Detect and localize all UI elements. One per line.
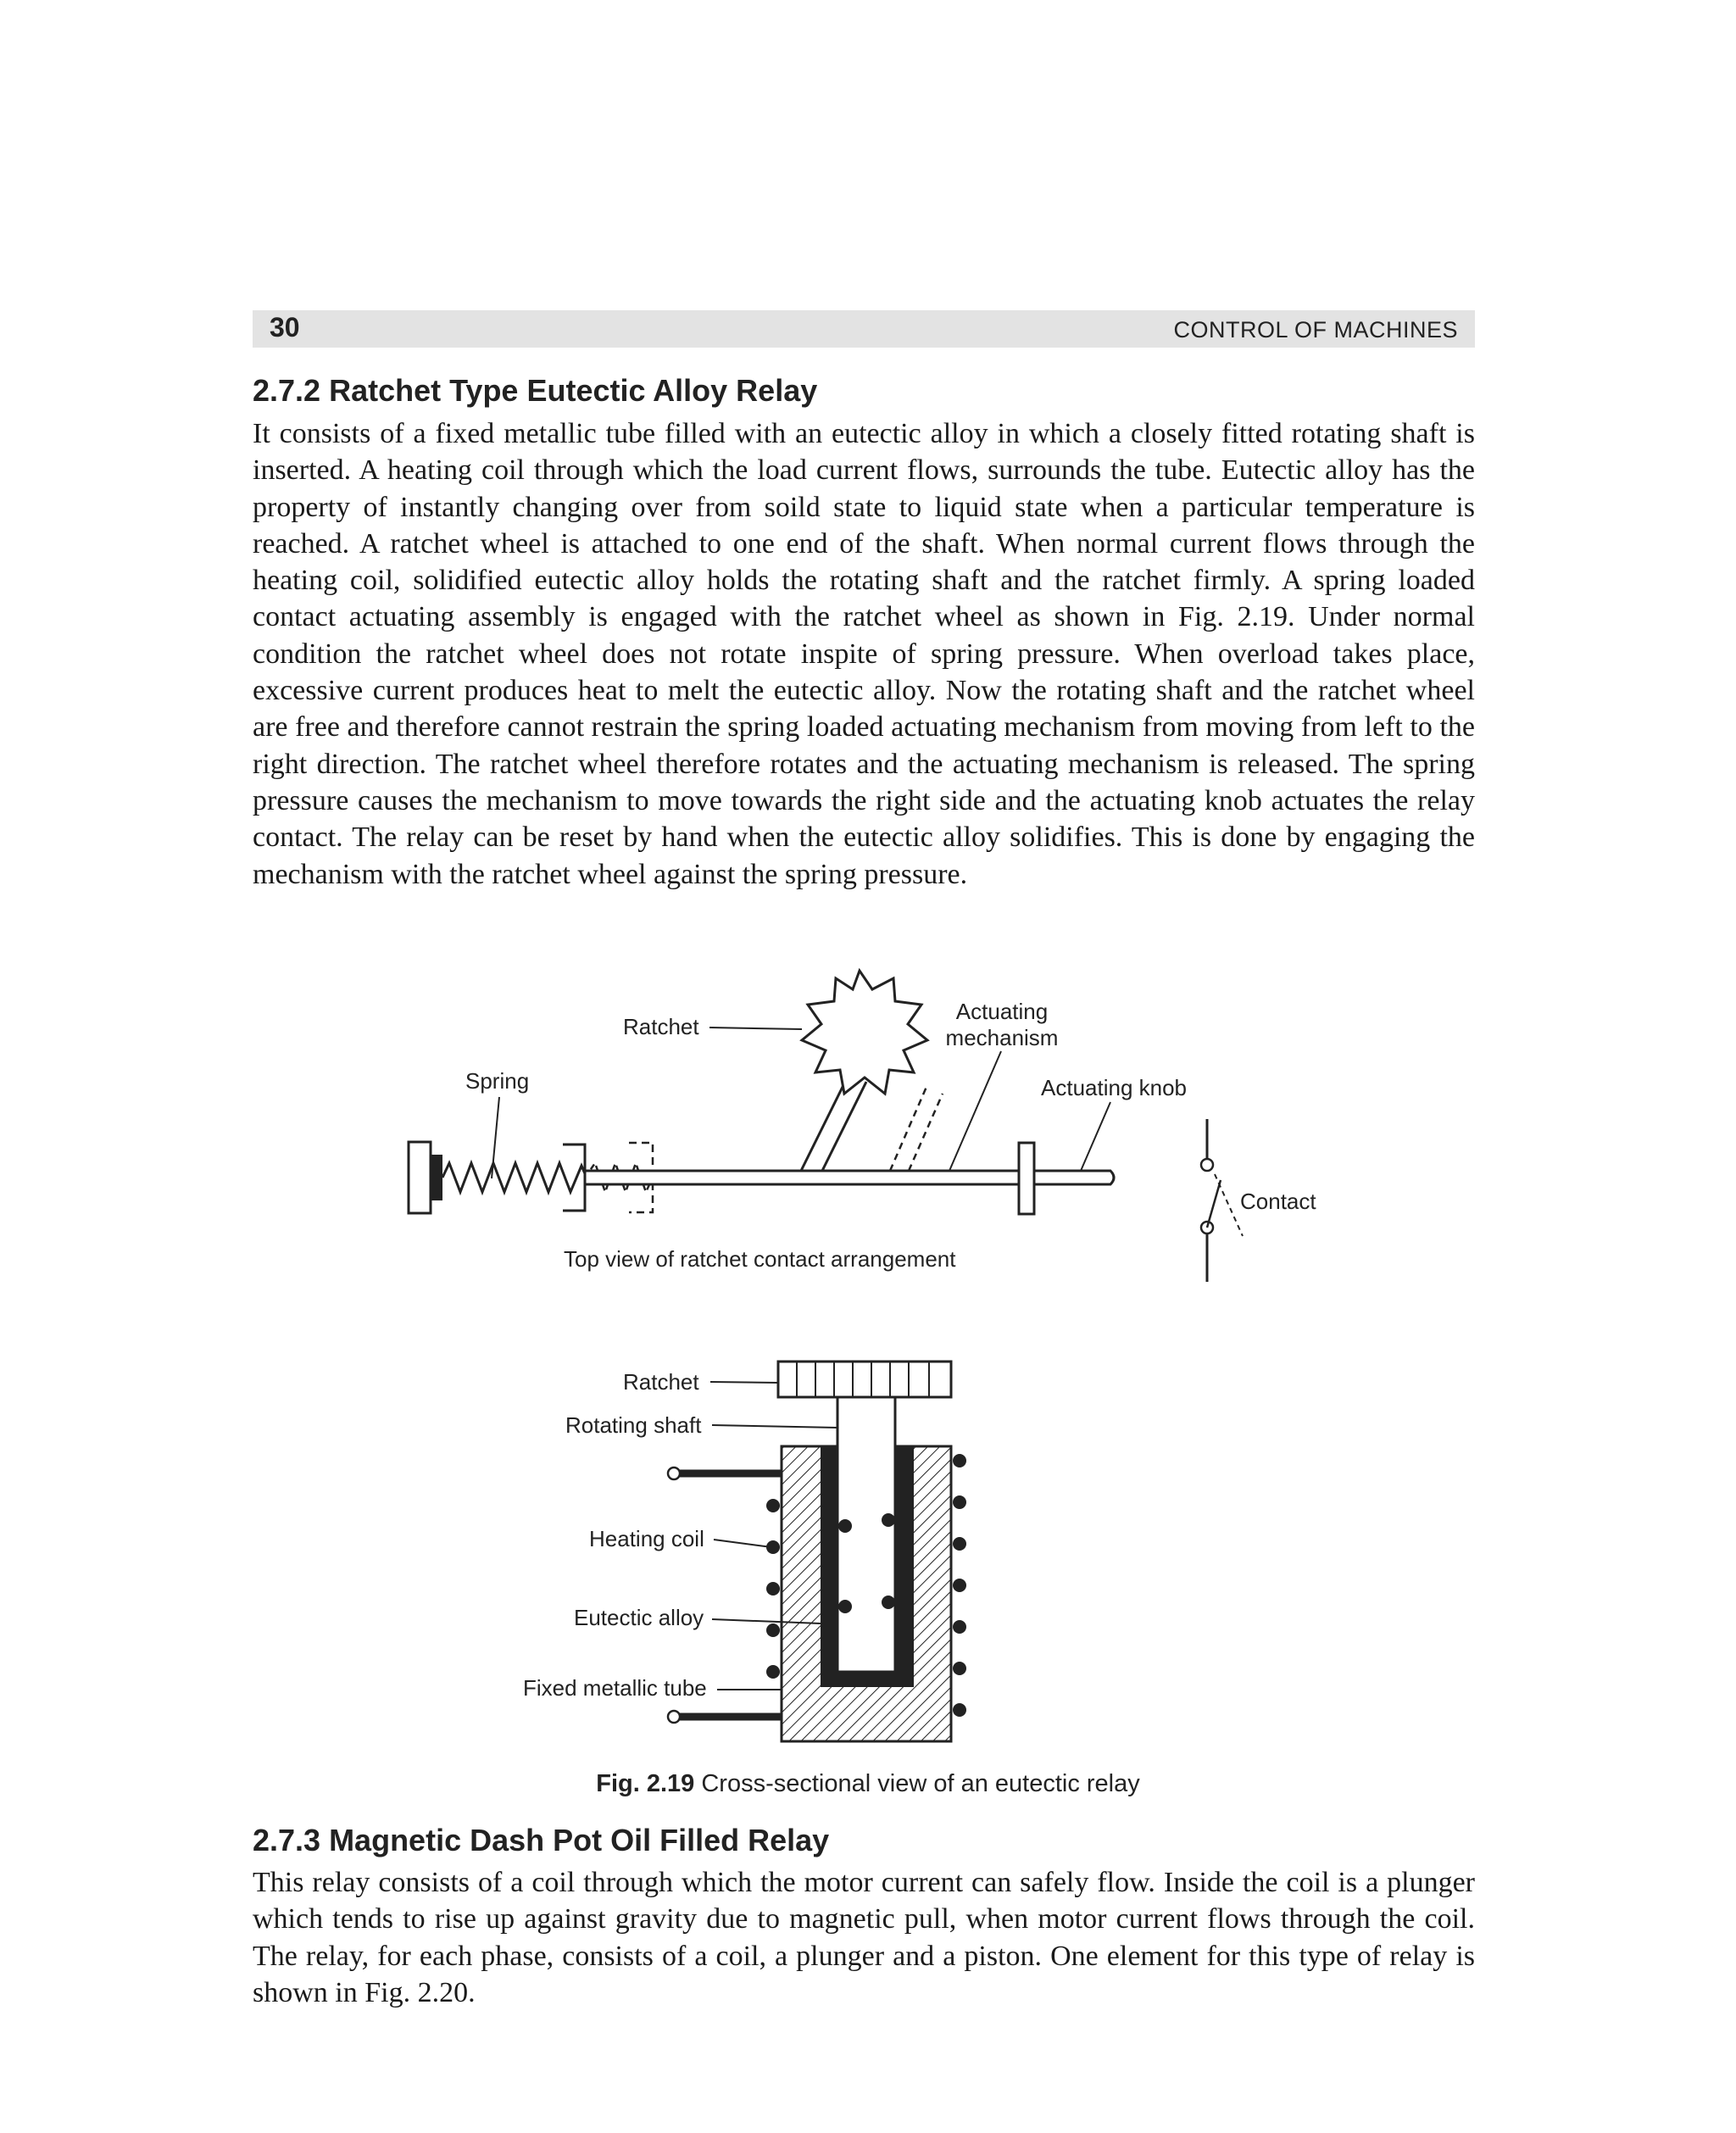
ratchet-star: [802, 971, 927, 1094]
label-actuating-mechanism-2: mechanism: [945, 1025, 1059, 1050]
label-actuating-knob: Actuating knob: [1041, 1075, 1188, 1100]
label-contact: Contact: [1240, 1189, 1316, 1214]
rotating-shaft: [837, 1397, 895, 1672]
section-2-7-3-paragraph: This relay consists of a coil through which the motor current can safely flow. Inside the coil is a plunger which tends to rise up against gravity due to magnetic pull, when motor current flows through the coil. The relay, for each phase, consists of a coil, a plunger and a piston. One element for this type of relay is shown in Fig. 2.20.: [253, 1867, 1475, 2008]
released-arm-left-dashed: [890, 1087, 926, 1171]
label-spring: Spring: [465, 1068, 530, 1094]
released-arm-right-dashed: [909, 1094, 943, 1171]
section-heading-2-7-2: 2.7.2 Ratchet Type Eutectic Alloy Relay: [253, 373, 818, 408]
label-eutectic-alloy: Eutectic alloy: [574, 1605, 704, 1630]
top-view-diagram: [409, 971, 1316, 1282]
label-fixed-metallic-tube: Fixed metallic tube: [523, 1675, 707, 1701]
shaft-stopper: [1019, 1143, 1034, 1214]
section-2-7-2-paragraph: It consists of a fixed metallic tube filled with an eutectic alloy in which a closely fitted rotating shaft is inserted. A heating coil through which the load current flows, surrounds the tube. Eutectic alloy has the property of instantly changing over from soild state to liquid state when a particular temperature is reached. A ratchet wheel is attached to one end of the shaft. When normal current flows through the heating coil, solidified eutectic alloy holds the rotating shaft and the ratchet firmly. A spring loaded contact actuating assembly is engaged with the ratchet wheel as shown in Fig. 2.19. Under normal condition the ratchet wheel does not rotate inspite of spring pressure. When overload takes place, excessive current produces heat to melt the eutectic alloy. Now the rotating shaft and the ratchet wheel are free and therefore cannot restrain the spring loaded actuating mechanism from moving from left to the right direction. The ratchet wheel therefore rotates and the actuating mechanism is released. The spring pressure causes the mechanism to move towards the right side and the actuating knob actuates the relay contact. The relay can be reset by hand when the eutectic alloy solidifies. This is done by engaging the mechanism with the ratchet wheel against the spring pressure.: [253, 418, 1475, 890]
end-plate-pad: [431, 1155, 442, 1200]
section-heading-2-7-3: 2.7.3 Magnetic Dash Pot Oil Filled Relay: [253, 1823, 830, 1857]
top-view-subtitle: Top view of ratchet contact arrangement: [564, 1246, 956, 1272]
figure-caption-text: Cross-sectional view of an eutectic relay: [694, 1770, 1140, 1797]
label-heating-coil: Heating coil: [589, 1526, 704, 1551]
contact-point-top: [1201, 1159, 1213, 1171]
ratchet-gear: [778, 1362, 951, 1397]
label-ratchet-top: Ratchet: [623, 1014, 699, 1039]
page-number: 30: [270, 312, 300, 343]
contact-blade-open-dashed: [1215, 1174, 1243, 1236]
actuating-shaft: [585, 1171, 1019, 1184]
running-head-title: CONTROL OF MACHINES: [1173, 317, 1458, 343]
label-actuating-mechanism-1: Actuating: [955, 999, 1049, 1024]
label-ratchet-section: Ratchet: [623, 1369, 699, 1395]
contact-blade: [1207, 1180, 1221, 1228]
actuating-arm-left: [801, 1077, 848, 1171]
cross-section-diagram: [523, 1362, 966, 1741]
figure-caption: [0, 1770, 1736, 1798]
actuating-knob: [1034, 1171, 1114, 1184]
spring-coil: [442, 1163, 587, 1192]
figure-caption-label: Fig. 2.19: [596, 1770, 695, 1797]
end-plate: [409, 1142, 431, 1213]
label-rotating-shaft: Rotating shaft: [565, 1412, 702, 1438]
